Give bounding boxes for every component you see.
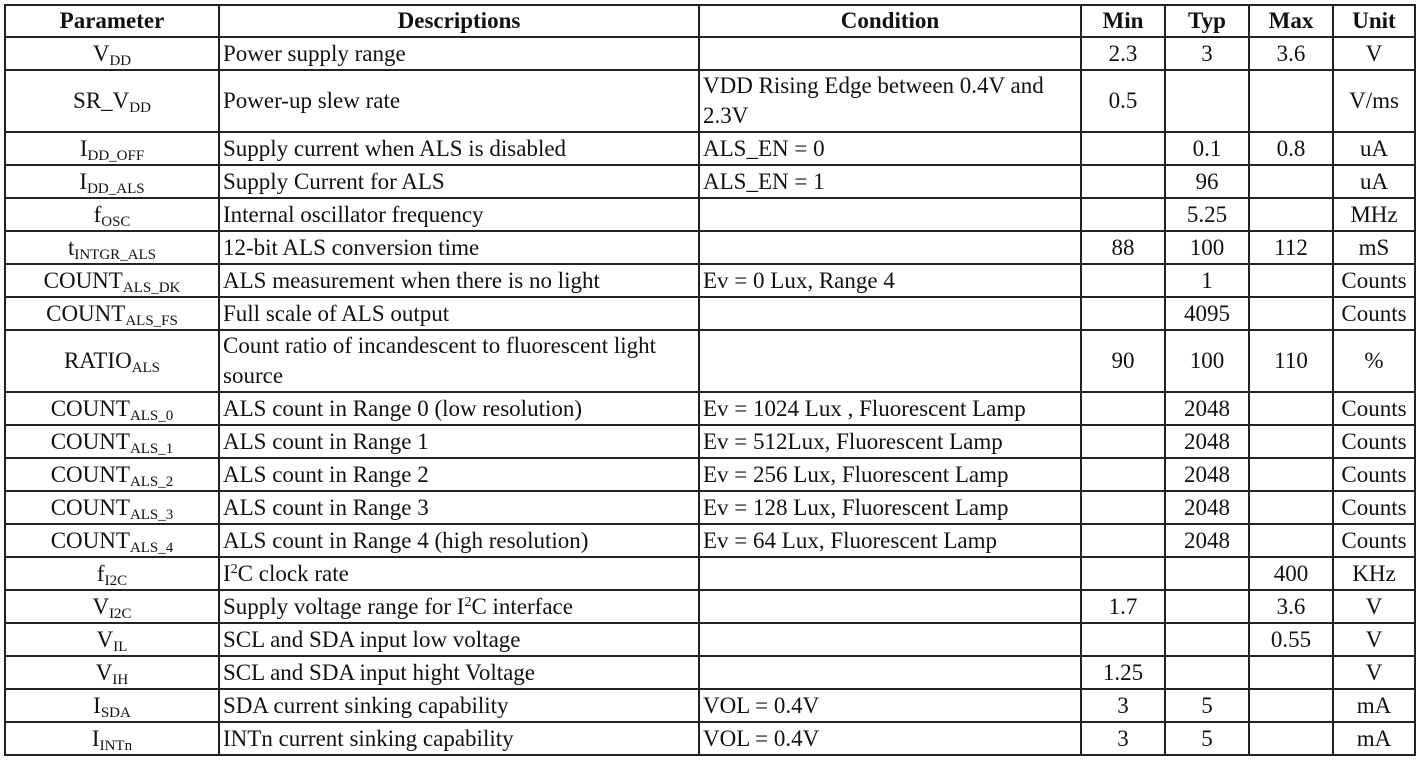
condition-cell: ALS_EN = 0	[699, 132, 1081, 165]
table-row	[5, 264, 1415, 297]
description-cell: ALS count in Range 2	[219, 458, 699, 491]
unit-cell: KHz	[1333, 557, 1415, 590]
typ-cell: 100	[1165, 231, 1249, 264]
parameter-symbol: COUNT	[50, 395, 130, 421]
condition-cell	[699, 330, 1081, 392]
parameter-symbol: I	[79, 135, 88, 161]
parameter-subscript: ALS_4	[129, 539, 174, 556]
max-cell: 0.8	[1249, 132, 1333, 165]
max-cell	[1249, 70, 1333, 132]
parameter-symbol: I	[93, 692, 101, 718]
parameter-subscript: I2C	[109, 605, 132, 622]
condition-cell: VDD Rising Edge between 0.4V and 2.3V	[699, 70, 1081, 132]
parameter-subscript: ALS_FS	[125, 312, 178, 329]
min-cell	[1081, 297, 1165, 330]
spec-table	[4, 4, 1416, 756]
unit-cell: mA	[1333, 689, 1415, 722]
table-row	[5, 458, 1415, 491]
condition-cell	[699, 198, 1081, 231]
parameter-symbol: t	[67, 234, 75, 260]
description-cell: ALS count in Range 3	[219, 491, 699, 524]
max-cell	[1249, 165, 1333, 198]
unit-cell: uA	[1333, 132, 1415, 165]
max-cell	[1249, 491, 1333, 524]
header-unit: Unit	[1333, 5, 1415, 37]
description-cell: INTn current sinking capability	[219, 722, 699, 755]
description-cell: ALS count in Range 0 (low resolution)	[219, 392, 699, 425]
parameter-subscript: ALS_0	[129, 407, 174, 424]
description-cell: Count ratio of incandescent to fluorescent light source	[219, 330, 699, 392]
description-cell: SCL and SDA input low voltage	[219, 623, 699, 656]
description-cell: ALS count in Range 4 (high resolution)	[219, 524, 699, 557]
max-cell: 0.55	[1249, 623, 1333, 656]
typ-cell: 0.1	[1165, 132, 1249, 165]
parameter-subscript: DD_ALS	[87, 180, 145, 197]
parameter-subscript: INTGR_ALS	[74, 246, 157, 263]
typ-cell: 2048	[1165, 491, 1249, 524]
parameter-cell	[5, 392, 219, 425]
unit-cell: V	[1333, 37, 1415, 70]
description-text-tail: C interface	[471, 593, 573, 619]
typ-cell	[1165, 557, 1249, 590]
unit-cell: Counts	[1333, 524, 1415, 557]
unit-cell: V	[1333, 590, 1415, 623]
description-cell: 12-bit ALS conversion time	[219, 231, 699, 264]
min-cell	[1081, 557, 1165, 590]
parameter-symbol: COUNT	[50, 494, 130, 520]
description-cell: Supply current when ALS is disabled	[219, 132, 699, 165]
table-row	[5, 165, 1415, 198]
table-row	[5, 198, 1415, 231]
max-cell	[1249, 425, 1333, 458]
parameter-cell	[5, 198, 219, 231]
max-cell	[1249, 297, 1333, 330]
parameter-cell	[5, 722, 219, 755]
min-cell	[1081, 458, 1165, 491]
unit-cell: Counts	[1333, 264, 1415, 297]
unit-cell: V	[1333, 656, 1415, 689]
condition-cell	[699, 297, 1081, 330]
table-row	[5, 132, 1415, 165]
description-cell	[219, 557, 699, 590]
parameter-symbol: COUNT	[46, 300, 126, 326]
parameter-subscript: DD	[129, 100, 151, 116]
table-row	[5, 590, 1415, 623]
table-row	[5, 656, 1415, 689]
parameter-subscript: ALS_3	[129, 506, 174, 523]
typ-cell: 100	[1165, 330, 1249, 392]
max-cell	[1249, 656, 1333, 689]
parameter-cell	[5, 425, 219, 458]
table-row	[5, 297, 1415, 330]
table-row	[5, 392, 1415, 425]
condition-cell: Ev = 0 Lux, Range 4	[699, 264, 1081, 297]
max-cell: 3.6	[1249, 590, 1333, 623]
parameter-subscript: INTn	[99, 737, 133, 754]
typ-cell	[1165, 70, 1249, 132]
header-max: Max	[1249, 5, 1333, 37]
condition-cell	[699, 590, 1081, 623]
parameter-symbol: V	[95, 659, 113, 685]
typ-cell	[1165, 590, 1249, 623]
header-descriptions: Descriptions	[219, 5, 699, 37]
max-cell: 112	[1249, 231, 1333, 264]
parameter-cell	[5, 656, 219, 689]
parameter-cell	[5, 491, 219, 524]
parameter-symbol: f	[93, 201, 102, 227]
typ-cell: 4095	[1165, 297, 1249, 330]
parameter-cell	[5, 297, 219, 330]
parameter-symbol: COUNT	[43, 267, 123, 293]
max-cell	[1249, 524, 1333, 557]
parameter-cell	[5, 524, 219, 557]
min-cell	[1081, 198, 1165, 231]
unit-cell: Counts	[1333, 425, 1415, 458]
typ-cell: 96	[1165, 165, 1249, 198]
parameter-cell	[5, 132, 219, 165]
max-cell: 3.6	[1249, 37, 1333, 70]
table-row	[5, 623, 1415, 656]
unit-cell: V	[1333, 623, 1415, 656]
max-cell	[1249, 198, 1333, 231]
description-superscript: 2	[464, 594, 472, 610]
parameter-symbol: f	[96, 560, 105, 586]
condition-cell	[699, 37, 1081, 70]
unit-cell: mA	[1333, 722, 1415, 755]
header-min: Min	[1081, 5, 1165, 37]
min-cell	[1081, 491, 1165, 524]
table-row	[5, 70, 1415, 132]
table-row	[5, 425, 1415, 458]
table-row	[5, 722, 1415, 755]
parameter-symbol: V	[96, 626, 114, 652]
parameter-symbol: COUNT	[50, 527, 130, 553]
description-cell: SDA current sinking capability	[219, 689, 699, 722]
parameter-subscript: ALS_DK	[122, 279, 181, 296]
min-cell: 3	[1081, 722, 1165, 755]
condition-cell	[699, 623, 1081, 656]
max-cell	[1249, 264, 1333, 297]
header-parameter: Parameter	[5, 5, 219, 37]
parameter-cell	[5, 330, 219, 392]
table-body	[5, 37, 1415, 755]
parameter-symbol: COUNT	[50, 428, 130, 454]
parameter-symbol: COUNT	[50, 461, 130, 487]
parameter-cell	[5, 590, 219, 623]
parameter-symbol: I	[79, 168, 88, 194]
description-text-tail: C clock rate	[237, 560, 349, 586]
min-cell: 0.5	[1081, 70, 1165, 132]
parameter-cell	[5, 458, 219, 491]
table-row	[5, 524, 1415, 557]
unit-cell: MHz	[1333, 198, 1415, 231]
parameter-symbol: RATIO	[63, 348, 132, 373]
typ-cell: 2048	[1165, 458, 1249, 491]
parameter-cell	[5, 37, 219, 70]
condition-cell: ALS_EN = 1	[699, 165, 1081, 198]
parameter-subscript: DD_OFF	[87, 147, 145, 164]
table-row	[5, 491, 1415, 524]
header-row	[5, 5, 1415, 37]
parameter-cell	[5, 623, 219, 656]
max-cell	[1249, 392, 1333, 425]
parameter-cell	[5, 70, 219, 132]
parameter-cell	[5, 264, 219, 297]
parameter-subscript: SDA	[100, 704, 131, 721]
description-cell: ALS count in Range 1	[219, 425, 699, 458]
table-row	[5, 37, 1415, 70]
parameter-subscript: IL	[113, 638, 128, 655]
max-cell: 400	[1249, 557, 1333, 590]
description-cell: Supply Current for ALS	[219, 165, 699, 198]
min-cell	[1081, 623, 1165, 656]
condition-cell	[699, 557, 1081, 590]
min-cell	[1081, 524, 1165, 557]
condition-cell	[699, 231, 1081, 264]
typ-cell	[1165, 623, 1249, 656]
description-cell	[219, 590, 699, 623]
unit-cell: %	[1333, 330, 1415, 392]
unit-cell: V/ms	[1333, 70, 1415, 132]
unit-cell: Counts	[1333, 297, 1415, 330]
typ-cell	[1165, 656, 1249, 689]
typ-cell: 5	[1165, 722, 1249, 755]
min-cell: 1.25	[1081, 656, 1165, 689]
typ-cell: 2048	[1165, 392, 1249, 425]
min-cell: 88	[1081, 231, 1165, 264]
description-cell: Internal oscillator frequency	[219, 198, 699, 231]
condition-cell: VOL = 0.4V	[699, 689, 1081, 722]
parameter-subscript: ALS_2	[129, 473, 174, 490]
unit-cell: Counts	[1333, 392, 1415, 425]
condition-cell	[699, 656, 1081, 689]
description-cell: Power supply range	[219, 37, 699, 70]
min-cell: 2.3	[1081, 37, 1165, 70]
parameter-subscript: OSC	[101, 213, 131, 230]
min-cell	[1081, 425, 1165, 458]
description-cell: Full scale of ALS output	[219, 297, 699, 330]
parameter-cell	[5, 557, 219, 590]
description-superscript: 2	[230, 561, 238, 577]
table-row	[5, 231, 1415, 264]
typ-cell: 3	[1165, 37, 1249, 70]
max-cell	[1249, 722, 1333, 755]
description-cell: ALS measurement when there is no light	[219, 264, 699, 297]
table-row	[5, 689, 1415, 722]
typ-cell: 5.25	[1165, 198, 1249, 231]
parameter-symbol: V	[92, 40, 110, 66]
parameter-symbol: I	[91, 725, 100, 751]
description-text: I	[223, 560, 231, 586]
table-row	[5, 557, 1415, 590]
header-condition: Condition	[699, 5, 1081, 37]
typ-cell: 1	[1165, 264, 1249, 297]
parameter-cell	[5, 165, 219, 198]
parameter-symbol: V	[92, 593, 110, 619]
header-typ: Typ	[1165, 5, 1249, 37]
parameter-cell	[5, 689, 219, 722]
min-cell	[1081, 132, 1165, 165]
min-cell	[1081, 165, 1165, 198]
parameter-symbol: SR_V	[73, 88, 130, 113]
min-cell: 90	[1081, 330, 1165, 392]
description-text: Supply voltage range for I	[223, 593, 465, 619]
condition-cell: Ev = 256 Lux, Fluorescent Lamp	[699, 458, 1081, 491]
parameter-cell	[5, 231, 219, 264]
description-cell: SCL and SDA input hight Voltage	[219, 656, 699, 689]
parameter-subscript: IH	[112, 671, 129, 688]
typ-cell: 2048	[1165, 425, 1249, 458]
description-cell: Power-up slew rate	[219, 70, 699, 132]
unit-cell: Counts	[1333, 491, 1415, 524]
parameter-subscript: ALS	[131, 360, 161, 376]
max-cell	[1249, 689, 1333, 722]
condition-cell: Ev = 512Lux, Fluorescent Lamp	[699, 425, 1081, 458]
condition-cell: Ev = 64 Lux, Fluorescent Lamp	[699, 524, 1081, 557]
condition-cell: VOL = 0.4V	[699, 722, 1081, 755]
min-cell: 1.7	[1081, 590, 1165, 623]
typ-cell: 2048	[1165, 524, 1249, 557]
min-cell	[1081, 264, 1165, 297]
min-cell: 3	[1081, 689, 1165, 722]
unit-cell: Counts	[1333, 458, 1415, 491]
parameter-subscript: DD	[109, 52, 132, 69]
unit-cell: mS	[1333, 231, 1415, 264]
unit-cell: uA	[1333, 165, 1415, 198]
parameter-subscript: ALS_1	[129, 440, 174, 457]
condition-cell: Ev = 128 Lux, Fluorescent Lamp	[699, 491, 1081, 524]
typ-cell: 5	[1165, 689, 1249, 722]
table-row	[5, 330, 1415, 392]
min-cell	[1081, 392, 1165, 425]
parameter-subscript: I2C	[104, 572, 128, 589]
max-cell: 110	[1249, 330, 1333, 392]
max-cell	[1249, 458, 1333, 491]
condition-cell: Ev = 1024 Lux , Fluorescent Lamp	[699, 392, 1081, 425]
